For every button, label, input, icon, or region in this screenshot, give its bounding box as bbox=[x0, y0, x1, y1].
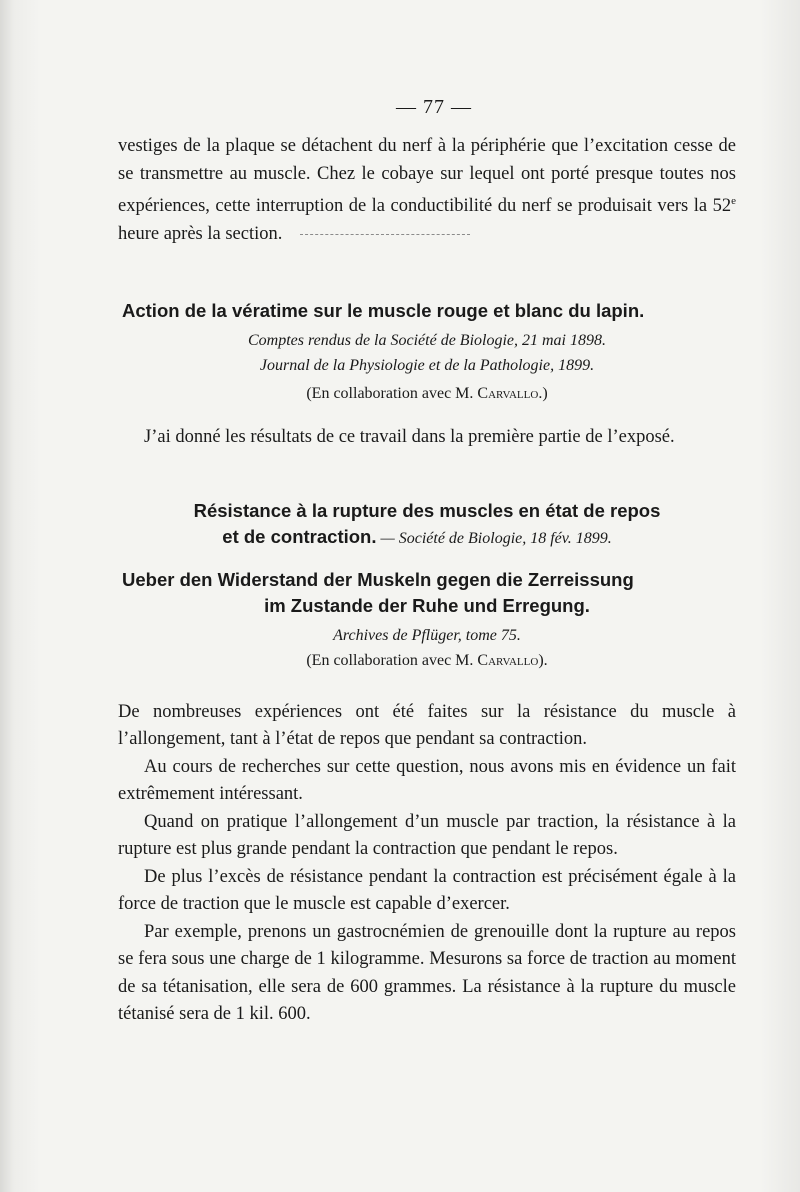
section2-collab-name: Carvallo bbox=[477, 651, 539, 669]
section2-title-line2 bbox=[98, 524, 736, 551]
section2-collab-prefix: (En collaboration avec M. bbox=[306, 651, 478, 669]
dashed-rule bbox=[300, 234, 470, 235]
section1-title: Action de la vératime sur le muscle rouge et blanc du lapin. bbox=[122, 300, 645, 322]
section2-paragraph: Quand on pratique l’allongement d’un muscle par traction, la résistance à la rupture est plus grande pendant la contraction que pendant le repos. bbox=[118, 811, 736, 860]
section2-collab bbox=[118, 648, 736, 673]
section1-paragraph: J’ai donné les résultats de ce travail dans la première partie de l’exposé. bbox=[144, 427, 675, 448]
section2-title-ref: — Société de Biologie, 18 fév. 1899. bbox=[376, 529, 612, 547]
section1-collab bbox=[118, 381, 736, 406]
section1-collab-prefix: (En collaboration avec M. bbox=[306, 385, 478, 403]
section2-collab-suffix: ). bbox=[538, 651, 548, 669]
section2-paragraph: Au cours de recherches sur cette question, nous avons mis en évidence un fait extrêmement intéressant. bbox=[118, 756, 736, 805]
section1-collab-name: Carvallo bbox=[477, 385, 539, 403]
intro-paragraph bbox=[118, 133, 736, 248]
section2-title2-line2: im Zustande der Ruhe und Erregung. bbox=[264, 594, 590, 616]
section2-paragraph: De nombreuses expériences ont été faites sur la résistance du muscle à l’allongement, tant à l’état de repos que pendant sa contraction. bbox=[118, 701, 736, 750]
intro-text: vestiges de la plaque se détachent du nerf à la périphérie que l’excitation cesse de se transmettre au muscle. Chez le cobaye sur lequel ont porté presque toutes nos expériences, cette interruption de la conductibilité du nerf se produisait vers la 52 bbox=[118, 136, 736, 217]
section2-paragraph: Par exemple, prenons un gastrocnémien de grenouille dont la rupture au repos se fera sous une charge de 1 kilogramme. Mesurons sa force de traction au moment de sa tétanisation, elle sera de 600 grammes. La résistance à la rupture du muscle tétanisé sera de 1 kil. 600. bbox=[118, 921, 736, 1025]
section1-ref1: Comptes rendus de la Société de Biologie, 21 mai 1898. bbox=[247, 332, 606, 350]
page-number: — 77 — bbox=[396, 96, 472, 118]
section2-title2-line1: Ueber den Widerstand der Muskeln gegen die Zerreissung bbox=[122, 568, 634, 590]
section1-ref2: Journal de la Physiologie et de la Pathologie, 1899. bbox=[259, 357, 595, 375]
section1-collab-suffix: .) bbox=[538, 385, 548, 403]
page-content bbox=[118, 96, 736, 1029]
section2-title-line2-text: et de contraction. bbox=[222, 525, 377, 547]
section2-ref1: Archives de Pflüger, tome 75. bbox=[333, 626, 521, 644]
intro-superscript: e bbox=[731, 195, 736, 207]
section2-paragraph: De plus l’excès de résistance pendant la contraction est précisément égale à la force de traction que le muscle est capable d’exercer. bbox=[118, 866, 736, 915]
intro-tail: heure après la section. bbox=[118, 223, 283, 244]
section2-title-line1: Résistance à la rupture des muscles en état de repos bbox=[193, 499, 661, 521]
